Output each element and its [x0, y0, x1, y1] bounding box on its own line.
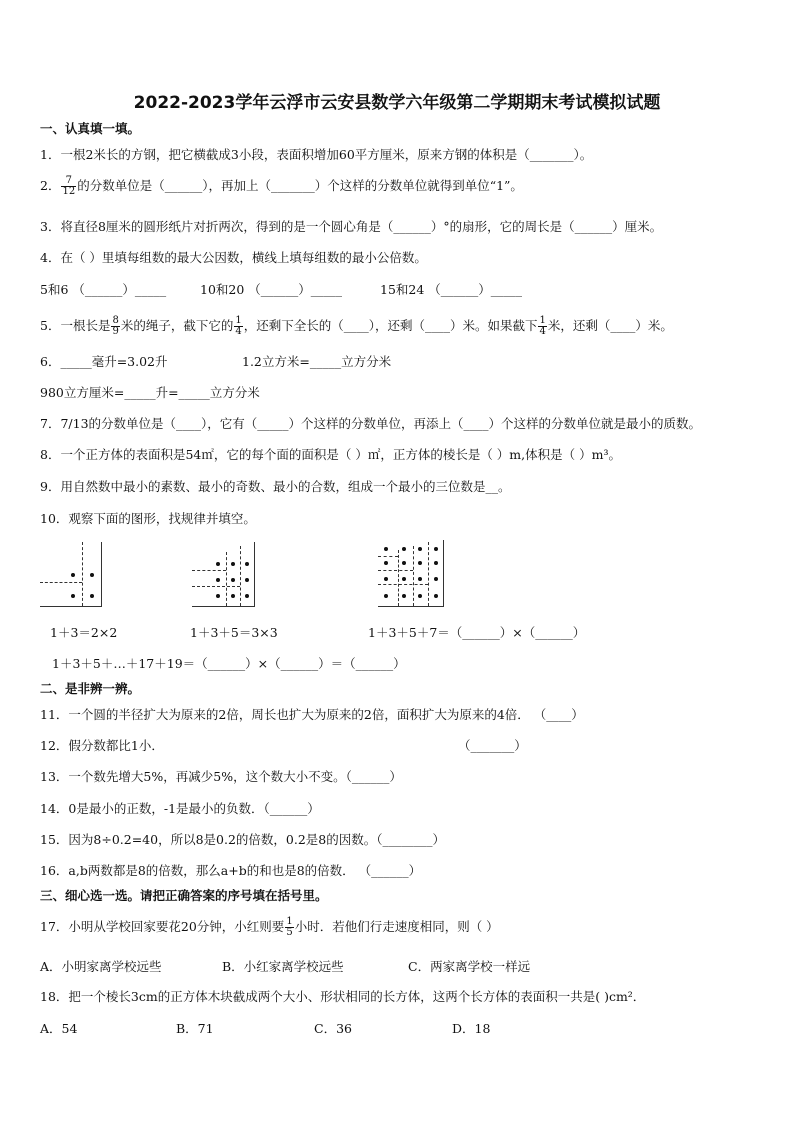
question-17-option-b: B．小红家离学校远些 [222, 959, 344, 974]
question-11: 11．一个圆的半径扩大为原来的2倍，周长也扩大为原来的2倍，面积扩大为原来的4倍． （____） [40, 707, 584, 722]
fraction [538, 316, 546, 337]
fraction-numerator: 1 [539, 315, 546, 326]
dot [434, 594, 438, 598]
question-17 [40, 917, 499, 938]
dashed-line [398, 550, 399, 606]
question-13: 13．一个数先增大5%，再减少5%，这个数大小不变。（______） [40, 769, 402, 784]
dot [418, 594, 422, 598]
question-6-c: 980立方厘米=_____升=_____立方分米 [40, 385, 260, 400]
fraction-denominator: 9 [112, 326, 119, 337]
figure-2-caption: 1＋3＋5＝3×3 [190, 625, 278, 640]
dot [418, 547, 422, 551]
solid-line [378, 606, 444, 607]
fraction-denominator: 12 [62, 186, 76, 197]
dot [434, 547, 438, 551]
dashed-line [192, 570, 226, 571]
question-5-part-4: 米，还剩（____）米。 [547, 318, 673, 333]
dot [402, 547, 406, 551]
question-18-option-a: A．54 [40, 1021, 78, 1036]
dot [402, 594, 406, 598]
dot [90, 573, 94, 577]
question-12-answer: （_______） [458, 738, 527, 753]
dot [418, 561, 422, 565]
dot [418, 577, 422, 581]
question-14: 14．0是最小的正数，-1是最小的负数．（______） [40, 801, 320, 816]
page-title: 2022-2023学年云浮市云安县数学六年级第二学期期末考试模拟试题 [133, 93, 661, 113]
question-18-option-d: D．18 [452, 1021, 491, 1036]
question-17-part-1: 17．小明从学校回家要花20分钟，小红则要 [40, 919, 285, 934]
dot [434, 577, 438, 581]
fraction-numerator: 7 [61, 176, 76, 187]
question-5 [40, 316, 673, 337]
question-17-option-a: A．小明家离学校远些 [40, 959, 162, 974]
dashed-line [428, 542, 429, 606]
fraction-numerator: 1 [235, 315, 242, 326]
question-6-b: 1.2立方米=_____立方分米 [242, 354, 392, 369]
dashed-line [40, 582, 82, 583]
section-3-heading: 三、细心选一选。请把正确答案的序号填在括号里。 [40, 888, 328, 903]
dot [216, 578, 220, 582]
dot [231, 578, 235, 582]
figure-1-caption: 1＋3＝2×2 [50, 625, 118, 640]
fraction [111, 316, 119, 337]
fraction-denominator: 5 [286, 927, 293, 938]
question-5-part-3: ，还剩下全长的（____），还剩（____）米。如果截下 [243, 318, 538, 333]
section-2-heading: 二、是非辨一辨。 [40, 681, 141, 696]
fraction [61, 176, 76, 197]
question-4: 4．在（ ）里填每组数的最大公因数，横线上填每组数的最小公倍数。 [40, 250, 427, 265]
dot [384, 547, 388, 551]
dot [245, 594, 249, 598]
question-1: 1．一根2米长的方钢，把它横截成3小段，表面积增加60平方厘米，原来方钢的体积是（_______）。 [40, 147, 593, 162]
dot [216, 562, 220, 566]
dot [384, 594, 388, 598]
solid-line [101, 542, 102, 606]
question-3: 3．将直径8厘米的圆形纸片对折两次，得到的是一个圆心角是（______）°的扇形，它的周长是（______）厘米。 [40, 219, 663, 234]
dot [402, 561, 406, 565]
dot [245, 562, 249, 566]
question-10: 10．观察下面的图形，找规律并填空。 [40, 511, 256, 526]
dot [231, 594, 235, 598]
pattern-figure-1 [40, 542, 106, 610]
dashed-line [413, 546, 414, 606]
dashed-line [378, 556, 398, 557]
question-17-part-2: 小时．若他们行走速度相同，则（ ） [294, 919, 499, 934]
fraction-numerator: 8 [112, 315, 119, 326]
dot [71, 573, 75, 577]
question-5-part-2: 米的绳子，截下它的 [120, 318, 234, 333]
solid-line [254, 542, 255, 606]
figure-3-caption: 1＋3＋5＋7＝（______）×（______） [368, 625, 586, 640]
question-4-group-c: 15和24 （______）_____ [380, 282, 523, 297]
question-16: 16．a,b两数都是8的倍数，那么a+b的和也是8的倍数． （______） [40, 863, 422, 878]
question-17-option-c: C．两家离学校一样远 [408, 959, 531, 974]
dashed-line [226, 552, 227, 606]
fraction-denominator: 4 [235, 326, 242, 337]
dot [384, 577, 388, 581]
question-6-a: 6．_____毫升=3.02升 [40, 354, 168, 369]
dashed-line [378, 570, 413, 571]
dot [402, 577, 406, 581]
question-7: 7．7/13的分数单位是（____），它有（_____）个这样的分数单位，再添上（____）个这样的分数单位就是最小的质数。 [40, 416, 702, 431]
dot [384, 561, 388, 565]
dot [216, 594, 220, 598]
dot [71, 594, 75, 598]
dot [90, 594, 94, 598]
question-15: 15．因为8÷0.2=40，所以8是0.2的倍数，0.2是8的因数。（________） [40, 832, 446, 847]
dot [245, 578, 249, 582]
question-2 [40, 176, 523, 197]
fraction-numerator: 1 [286, 916, 293, 927]
question-2-number: 2． [40, 178, 61, 193]
dashed-line [192, 586, 240, 587]
section-1-heading: 一、认真填一填。 [40, 121, 141, 136]
pattern-figure-2 [192, 542, 262, 610]
question-8: 8．一个正方体的表面积是54㎡，它的每个面的面积是（ ）㎡，正方体的棱长是（ ）m,体积是（ ）m³。 [40, 447, 621, 462]
question-9: 9．用自然数中最小的素数、最小的奇数、最小的合数，组成一个最小的三位数是__。 [40, 479, 511, 494]
question-12: 12．假分数都比1小． [40, 738, 164, 753]
question-18: 18．把一个棱长3cm的正方体木块截成两个大小、形状相同的长方体，这两个长方体的表面积一共是( )cm²． [40, 989, 646, 1004]
solid-line [40, 606, 102, 607]
dashed-line [82, 542, 83, 606]
question-18-option-c: C．36 [314, 1021, 352, 1036]
question-10-sum: 1＋3＋5＋…＋17＋19＝（______）×（______）＝（______） [52, 656, 406, 671]
solid-line [443, 540, 444, 606]
solid-line [192, 606, 255, 607]
pattern-figure-3 [378, 540, 450, 610]
fraction [234, 316, 242, 337]
question-18-option-b: B．71 [176, 1021, 214, 1036]
question-4-group-b: 10和20 （______）_____ [200, 282, 343, 297]
question-5-part-1: 5．一根长是 [40, 318, 111, 333]
fraction-denominator: 4 [539, 326, 546, 337]
dot [231, 562, 235, 566]
question-4-group-a: 5和6 （______）_____ [40, 282, 167, 297]
dashed-line [240, 546, 241, 606]
question-2-text: 的分数单位是（______），再加上（_______）个这样的分数单位就得到单位“1”。 [77, 178, 523, 193]
dashed-line [378, 584, 428, 585]
dot [434, 561, 438, 565]
fraction [285, 917, 293, 938]
